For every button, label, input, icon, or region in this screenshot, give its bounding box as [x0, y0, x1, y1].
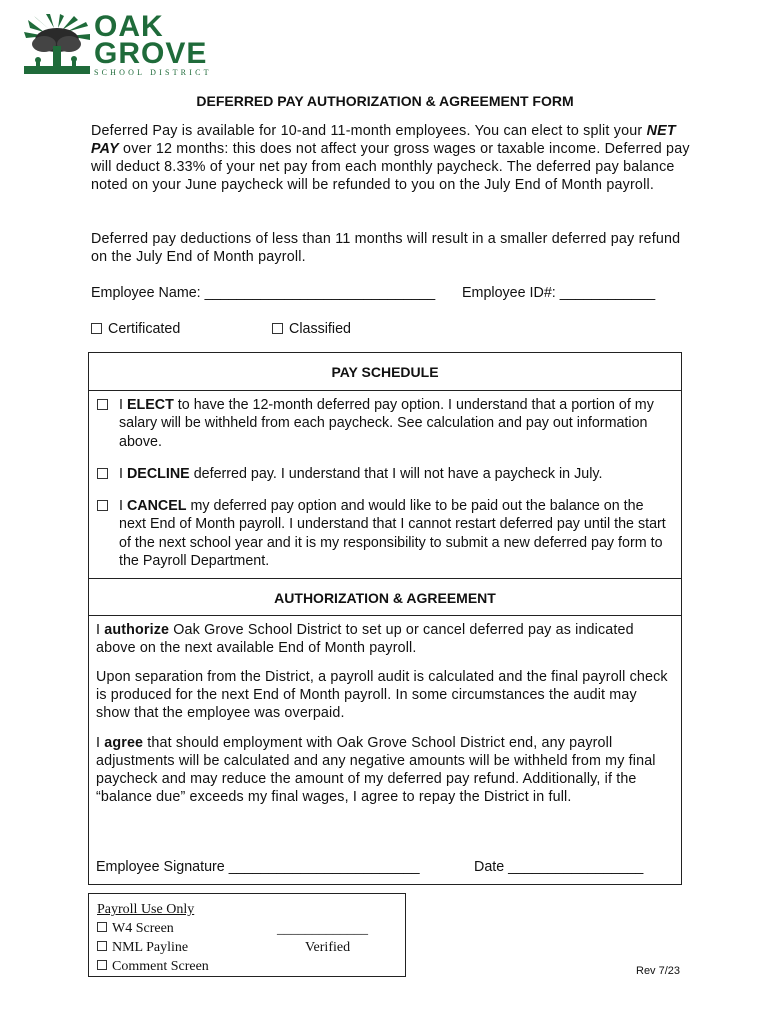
intro-text-a: Deferred Pay is available for 10-and 11-month employees. You can elect to split your [91, 123, 647, 139]
authorization-heading: AUTHORIZATION & AGREEMENT [274, 590, 496, 606]
decline-pre: I [119, 466, 127, 482]
agree-keyword: agree [104, 735, 144, 751]
nml-payline-checkbox[interactable] [97, 941, 107, 951]
cancel-checkbox[interactable] [97, 500, 108, 511]
nml-payline-label: NML Payline [112, 940, 189, 955]
nml-payline-item[interactable] [97, 938, 188, 957]
verified-line[interactable]: _____________ [277, 922, 368, 937]
decline-checkbox[interactable] [97, 468, 108, 479]
payroll-use-box [88, 893, 406, 977]
classified-label: Classified [289, 321, 351, 337]
logo-text-grove: GROVE [94, 37, 208, 70]
w4-screen-item[interactable] [97, 919, 174, 938]
elect-checkbox[interactable] [97, 399, 108, 410]
classified-option[interactable] [272, 320, 351, 338]
authorize-pre: I [96, 622, 105, 638]
form-title: DEFERRED PAY AUTHORIZATION & AGREEMENT FORM [196, 93, 574, 109]
decline-option[interactable] [97, 465, 667, 483]
divider [89, 390, 681, 391]
agree-paragraph [96, 734, 671, 806]
certificated-checkbox[interactable] [91, 323, 102, 334]
elect-keyword: ELECT [126, 397, 174, 413]
date-field[interactable]: Date _________________ [474, 859, 644, 875]
authorize-keyword: authorize [104, 622, 170, 638]
intro-paragraph-2: Deferred pay deductions of less than 11 months will result in a smaller deferred pay refund on the July End of Month payroll. [91, 231, 681, 265]
logo-text-oak: OAK [94, 10, 164, 43]
employee-name-field[interactable]: Employee Name: _____________________________ [91, 285, 436, 301]
divider [89, 578, 681, 579]
divider [89, 615, 681, 616]
intro-paragraph-1 [91, 122, 691, 194]
verified-label: Verified [305, 940, 351, 955]
cancel-keyword: CANCEL [126, 498, 187, 514]
pay-schedule-box [88, 352, 682, 885]
logo-text-school-district: SCHOOL DISTRICT [94, 68, 212, 77]
cancel-text: my deferred pay option and would like to be paid out the balance on the next End of Month payroll. I understand that I cannot restart deferred pay until the start of the next school year and it is my responsibility to submit a new deferred pay form to the Payroll Department. [119, 498, 666, 569]
authorize-paragraph [96, 621, 671, 657]
payroll-use-heading: Payroll Use Only [97, 902, 195, 917]
decline-text: deferred pay. I understand that I will not have a paycheck in July. [189, 466, 603, 482]
decline-keyword: DECLINE [126, 466, 190, 482]
pay-schedule-heading: PAY SCHEDULE [331, 364, 439, 380]
comment-screen-label: Comment Screen [112, 959, 209, 974]
elect-pre: I [119, 397, 127, 413]
w4-screen-label: W4 Screen [112, 921, 174, 936]
certificated-option[interactable] [91, 320, 180, 338]
signature-field[interactable]: Employee Signature ________________________ [96, 859, 420, 875]
employee-id-field[interactable]: Employee ID#: ____________ [462, 285, 656, 301]
net-pay-emphasis: NET PAY [91, 123, 676, 157]
separation-paragraph: Upon separation from the District, a payroll audit is calculated and the final payroll check is produced for the next End of Month payroll. In some circumstances the audit may show that the employee was overpaid. [96, 669, 668, 721]
w4-screen-checkbox[interactable] [97, 922, 107, 932]
comment-screen-checkbox[interactable] [97, 960, 107, 970]
revision-label: Rev 7/23 [636, 965, 681, 977]
elect-option[interactable] [97, 396, 667, 451]
comment-screen-item[interactable] [97, 957, 209, 976]
agree-pre: I [96, 735, 105, 751]
agree-text: that should employment with Oak Grove School District end, any payroll adjustments will be calculated and any negative amounts will be withheld from my final paycheck and may reduce the amount of my deferred pay refund. Additionally, if the “balance due” exceeds my final wages, I agree to repay the District in full. [96, 735, 656, 805]
authorize-text: Oak Grove School District to set up or cancel deferred pay as indicated above on the next available End of Month payroll. [96, 622, 634, 656]
classified-checkbox[interactable] [272, 323, 283, 334]
elect-text: to have the 12-month deferred pay option. I understand that a portion of my salary will be withheld from each paycheck. See calculation and pay out information above. [119, 397, 654, 450]
certificated-label: Certificated [108, 321, 181, 337]
district-logo [24, 10, 214, 77]
cancel-pre: I [119, 498, 127, 514]
intro-text-b: over 12 months: this does not affect your gross wages or taxable income. Deferred pay will deduct 8.33% of your net pay from each monthly paycheck. The deferred pay balance noted on your June paycheck will be refunded to you on the July End of Month payroll. [91, 141, 690, 193]
oak-tree-icon [24, 14, 92, 76]
cancel-option[interactable] [97, 497, 667, 570]
